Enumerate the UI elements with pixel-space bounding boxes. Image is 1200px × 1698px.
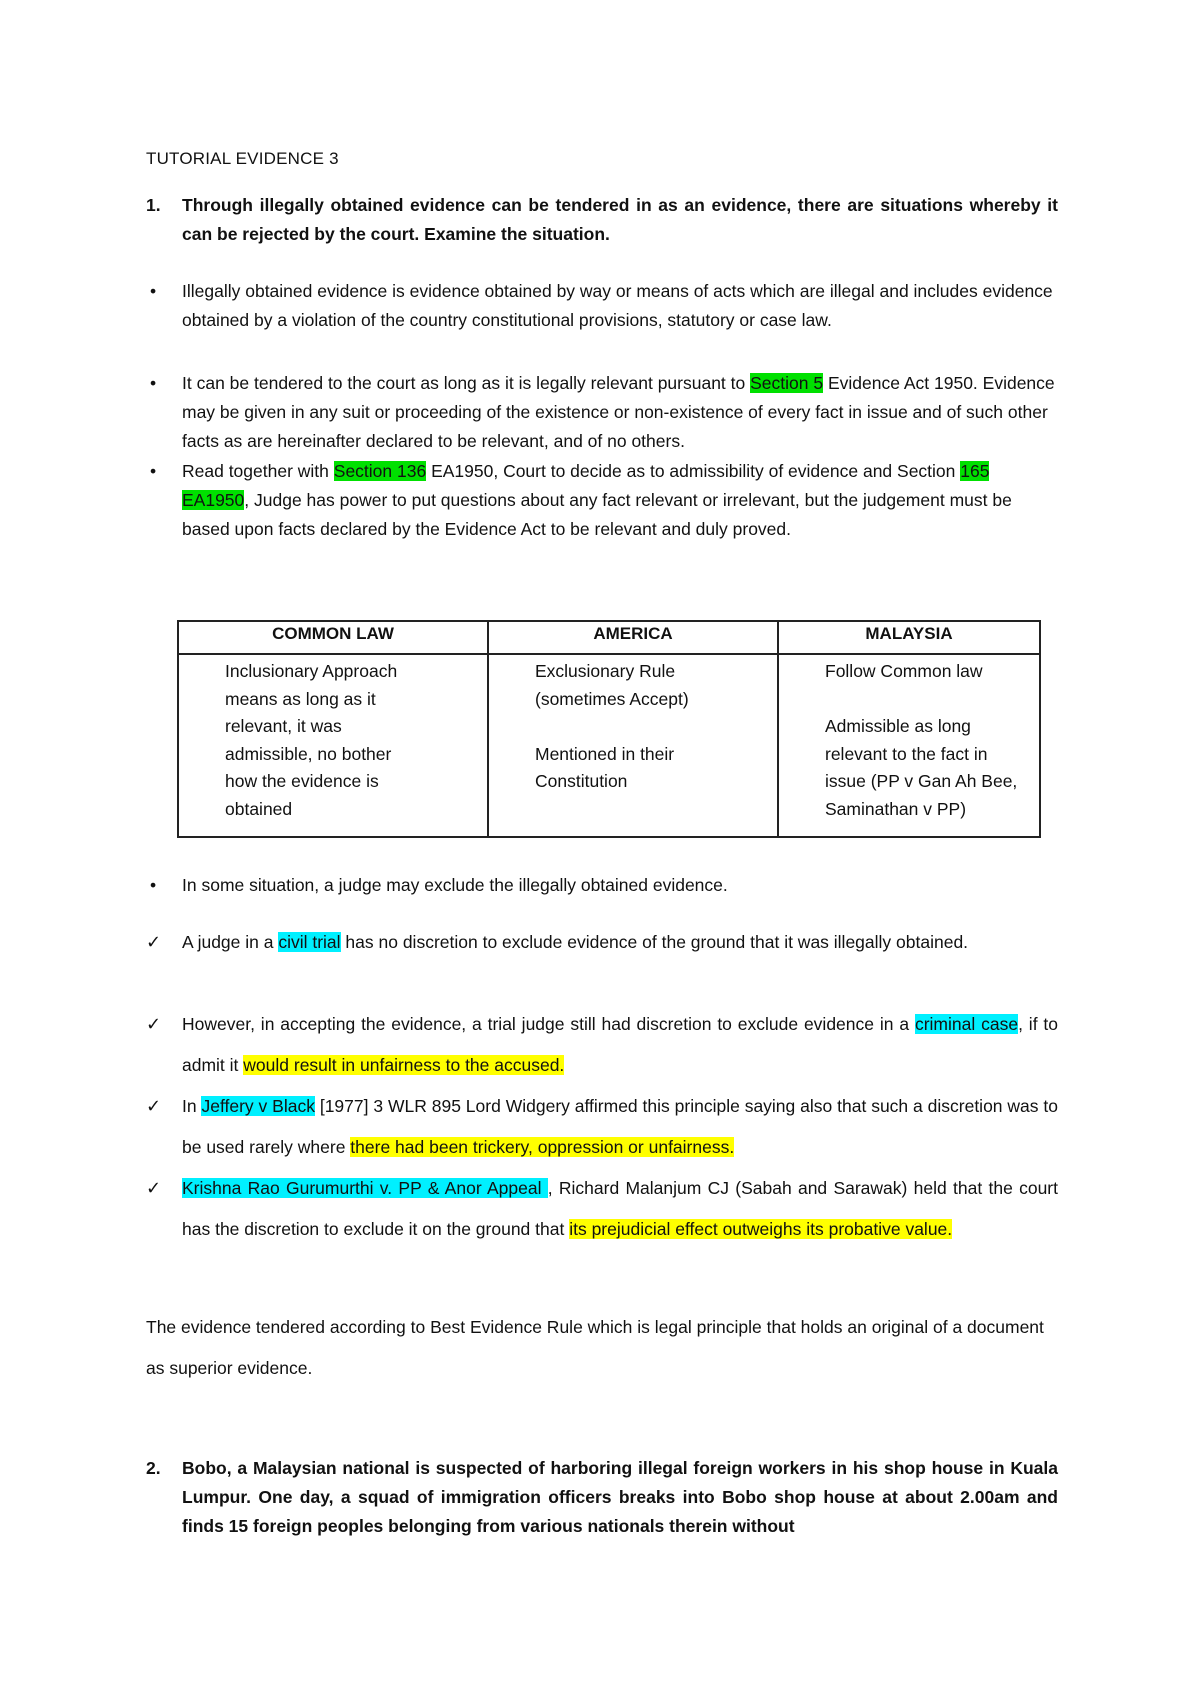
question-2 xyxy=(146,1454,1058,1541)
bullet-icon: • xyxy=(150,461,157,481)
highlight-section-165: 165 EA1950 xyxy=(182,461,990,510)
bullet-icon: • xyxy=(150,875,157,895)
bullet-text: In some situation, a judge may exclude the illegally obtained evidence. xyxy=(182,875,728,895)
table-cell-common-law: Inclusionary Approach means as long as it relevant, it was admissible, no bother how the evidence is obtained xyxy=(178,654,488,837)
check-text: However, in accepting the evidence, a trial judge still had discretion to exclude evidence in a criminal case, if to admit it would result in unfairness to the accused. xyxy=(182,1014,1059,1075)
check-item xyxy=(146,1086,1058,1168)
table-header: AMERICA xyxy=(488,621,778,654)
question-text: Through illegally obtained evidence can be tendered in as an evidence, there are situations whereby it can be rejected by the court. Examine the situation. xyxy=(182,195,1058,244)
check-text: In Jeffery v Black [1977] 3 WLR 895 Lord Widgery affirmed this principle saying also that such a discretion was to be used rarely where there had been trickery, oppression or unfairness. xyxy=(182,1096,1058,1157)
document-title: TUTORIAL EVIDENCE 3 xyxy=(146,149,339,168)
question-number: 2. xyxy=(146,1458,161,1478)
check-item xyxy=(146,922,1058,963)
highlight-prejudicial-effect: its prejudicial effect outweighs its probative value. xyxy=(569,1219,953,1239)
table-header-row xyxy=(178,621,1040,654)
checkmark-icon: ✓ xyxy=(146,1014,162,1034)
bullet-icon: • xyxy=(150,373,157,393)
table-cell-malaysia: Follow Common law Admissible as long relevant to the fact in issue (PP v Gan Ah Bee, Saminathan v PP) xyxy=(778,654,1040,837)
highlight-section-5: Section 5 xyxy=(750,373,824,393)
highlight-krishna-rao: Krishna Rao Gurumurthi v. PP & Anor Appeal xyxy=(182,1178,548,1198)
checkmark-icon: ✓ xyxy=(146,1178,162,1198)
closing-paragraph: The evidence tendered according to Best Evidence Rule which is legal principle that holds an original of a document as superior evidence. xyxy=(146,1317,1044,1378)
highlight-trickery: there had been trickery, oppression or unfairness. xyxy=(350,1137,735,1157)
bullet-item xyxy=(146,369,1058,456)
bullet-item xyxy=(146,277,1058,335)
highlight-jeffery-v-black: Jeffery v Black xyxy=(201,1096,315,1116)
table-row xyxy=(178,654,1040,837)
highlight-unfairness: would result in unfairness to the accused. xyxy=(243,1055,565,1075)
question-number: 1. xyxy=(146,195,161,215)
comparison-table xyxy=(177,620,1041,838)
bullet-text: Read together with Section 136 EA1950, Court to decide as to admissibility of evidence and Section 165 EA1950, Judge has power to put questions about any fact relevant or irrelevant, but the judgement must be based upon facts declared by the Evidence Act to be relevant and duly proved. xyxy=(182,461,1012,539)
checkmark-icon: ✓ xyxy=(146,1096,162,1116)
bullet-text: Illegally obtained evidence is evidence obtained by way or means of acts which are illegal and includes evidence obtained by a violation of the country constitutional provisions, statutory or case law. xyxy=(182,281,1053,330)
bullet-item xyxy=(146,871,1058,900)
highlight-section-136: Section 136 xyxy=(333,461,427,481)
bullet-text: It can be tendered to the court as long as it is legally relevant pursuant to Section 5 Evidence Act 1950. Evidence may be given in any suit or proceeding of the existence or non-existence of every fact in issue and of such other facts as are hereinafter declared to be relevant, and of no others. xyxy=(182,373,1055,451)
check-item xyxy=(146,1004,1058,1086)
check-text: Krishna Rao Gurumurthi v. PP & Anor Appeal , Richard Malanjum CJ (Sabah and Sarawak) held that the court has the discretion to exclude it on the ground that its prejudicial effect outweighs its probative value. xyxy=(182,1178,1058,1239)
table-header: COMMON LAW xyxy=(178,621,488,654)
check-item xyxy=(146,1168,1058,1250)
check-text: A judge in a civil trial has no discretion to exclude evidence of the ground that it was illegally obtained. xyxy=(182,932,969,952)
checkmark-icon: ✓ xyxy=(146,932,162,952)
question-text: Bobo, a Malaysian national is suspected of harboring illegal foreign workers in his shop house in Kuala Lumpur. One day, a squad of immigration officers breaks into Bobo shop house at about 2.00am and finds 15 foreign peoples belonging from various nationals therein without xyxy=(182,1458,1058,1536)
question-1 xyxy=(146,191,1058,249)
highlight-criminal-case: criminal case xyxy=(914,1014,1019,1034)
highlight-civil-trial: civil trial xyxy=(278,932,341,952)
bullet-icon: • xyxy=(150,281,157,301)
bullet-item xyxy=(146,457,1058,544)
table-cell-america: Exclusionary Rule (sometimes Accept) Mentioned in their Constitution xyxy=(488,654,778,837)
table-header: MALAYSIA xyxy=(778,621,1040,654)
